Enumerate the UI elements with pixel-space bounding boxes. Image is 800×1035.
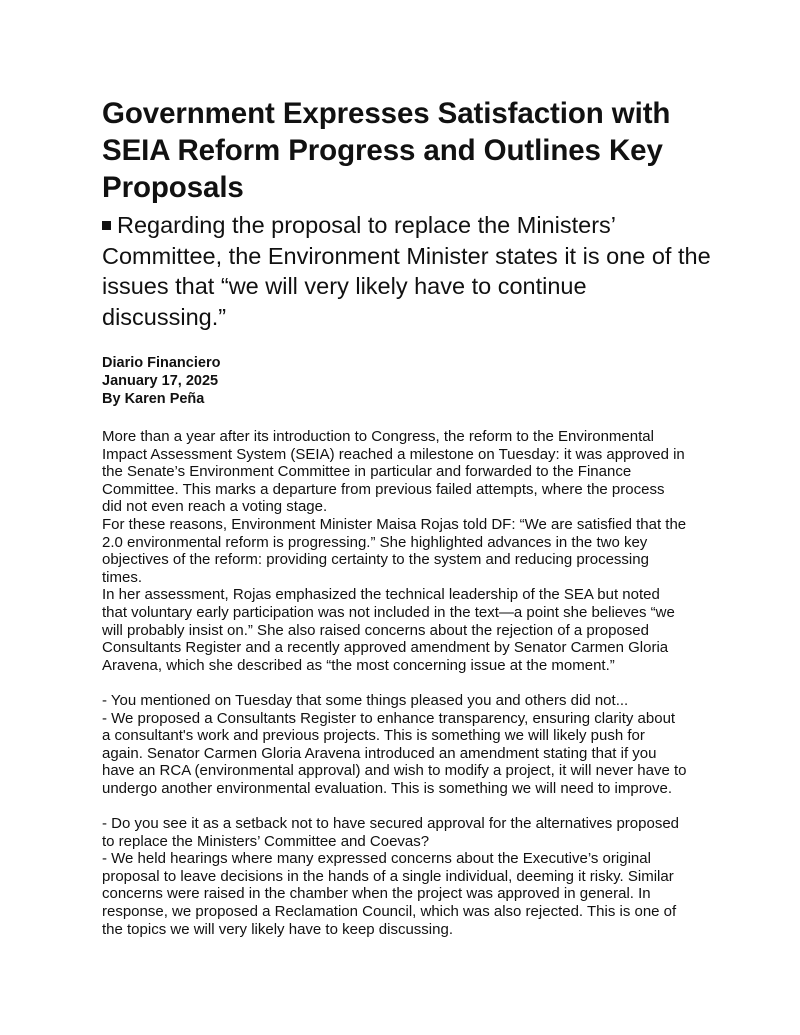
body-paragraph	[102, 850, 742, 938]
source-name: Diario Financiero	[102, 355, 221, 371]
body-line: 2.0 environmental reform is progressing.” She highlighted advances in the two key	[102, 533, 648, 551]
body-line: undergo another environmental evaluation. This is something we will need to improve.	[102, 779, 673, 797]
title-line: Proposals	[102, 171, 244, 204]
body-line: to replace the Ministers’ Committee and Coevas?	[102, 832, 430, 850]
body-line: - You mentioned on Tuesday that some things pleased you and others did not...	[102, 691, 629, 709]
body-line: a consultant's work and previous projects. This is something we will likely push for	[102, 727, 645, 745]
body-line: Committee. This marks a departure from previous failed attempts, where the process	[102, 480, 665, 498]
body-line: the Senate’s Environment Committee in particular and forwarded to the Finance	[102, 463, 632, 481]
byline	[102, 354, 742, 408]
body-line: that voluntary early participation was not included in the text—a point she believes “we	[102, 603, 675, 621]
body-paragraph	[102, 586, 742, 674]
body-paragraph	[102, 428, 742, 516]
body-line: - We held hearings where many expressed concerns about the Executive’s original	[102, 850, 651, 868]
square-bullet-icon	[102, 221, 111, 230]
title-line: Government Expresses Satisfaction with	[102, 97, 671, 130]
article	[102, 95, 742, 938]
body-line: will probably insist on.” She also raised concerns about the rejection of a proposed	[102, 621, 649, 639]
body-line: More than a year after its introduction to Congress, the reform to the Environmental	[102, 428, 654, 445]
body-line: - Do you see it as a setback not to have secured approval for the alternatives proposed	[102, 815, 680, 833]
title-line: SEIA Reform Progress and Outlines Key	[102, 134, 663, 167]
paragraph-spacer	[102, 674, 742, 692]
body-line: concerns were raised in the chamber when the project was approved in general. In	[102, 885, 651, 903]
body-line: did not even reach a voting stage.	[102, 498, 328, 516]
article-title	[102, 95, 742, 206]
paragraph-spacer	[102, 797, 742, 815]
subtitle-line: discussing.”	[102, 303, 227, 330]
body-line: proposal to leave decisions in the hands of a single individual, deeming it risky. Similar	[102, 867, 674, 885]
body-paragraph	[102, 815, 742, 850]
subtitle-line: Regarding the proposal to replace the Ministers’	[117, 212, 616, 238]
subtitle-line: Committee, the Environment Minister states it is one of the	[102, 242, 711, 269]
body-line: Impact Assessment System (SEIA) reached a milestone on Tuesday: it was approved in	[102, 445, 685, 463]
body-line: the topics we will very likely have to keep discussing.	[102, 920, 453, 938]
body-line: response, we proposed a Reclamation Council, which was also rejected. This is one of	[102, 903, 677, 921]
body-line: Aravena, which she described as “the most concerning issue at the moment.”	[102, 656, 615, 674]
publication-date: January 17, 2025	[102, 373, 219, 389]
body-line: Consultants Register and a recently approved amendment by Senator Carmen Gloria	[102, 639, 669, 657]
body-line: In her assessment, Rojas emphasized the technical leadership of the SEA but noted	[102, 586, 660, 604]
body-paragraph	[102, 692, 742, 710]
body-line: times.	[102, 568, 143, 586]
author: By Karen Peña	[102, 391, 205, 407]
body-paragraph	[102, 710, 742, 798]
article-body	[102, 428, 742, 938]
body-line: have an RCA (environmental approval) and wish to modify a project, it will never have to	[102, 762, 687, 780]
article-subtitle	[102, 210, 742, 332]
body-line: For these reasons, Environment Minister Maisa Rojas told DF: “We are satisfied that the	[102, 515, 687, 533]
body-line: again. Senator Carmen Gloria Aravena introduced an amendment stating that if you	[102, 744, 657, 762]
subtitle-line: issues that “we will very likely have to continue	[102, 273, 587, 299]
body-line: objectives of the reform: providing certainty to the system and reducing processing	[102, 551, 649, 569]
body-line: - We proposed a Consultants Register to enhance transparency, ensuring clarity about	[102, 709, 676, 727]
body-paragraph	[102, 516, 742, 586]
